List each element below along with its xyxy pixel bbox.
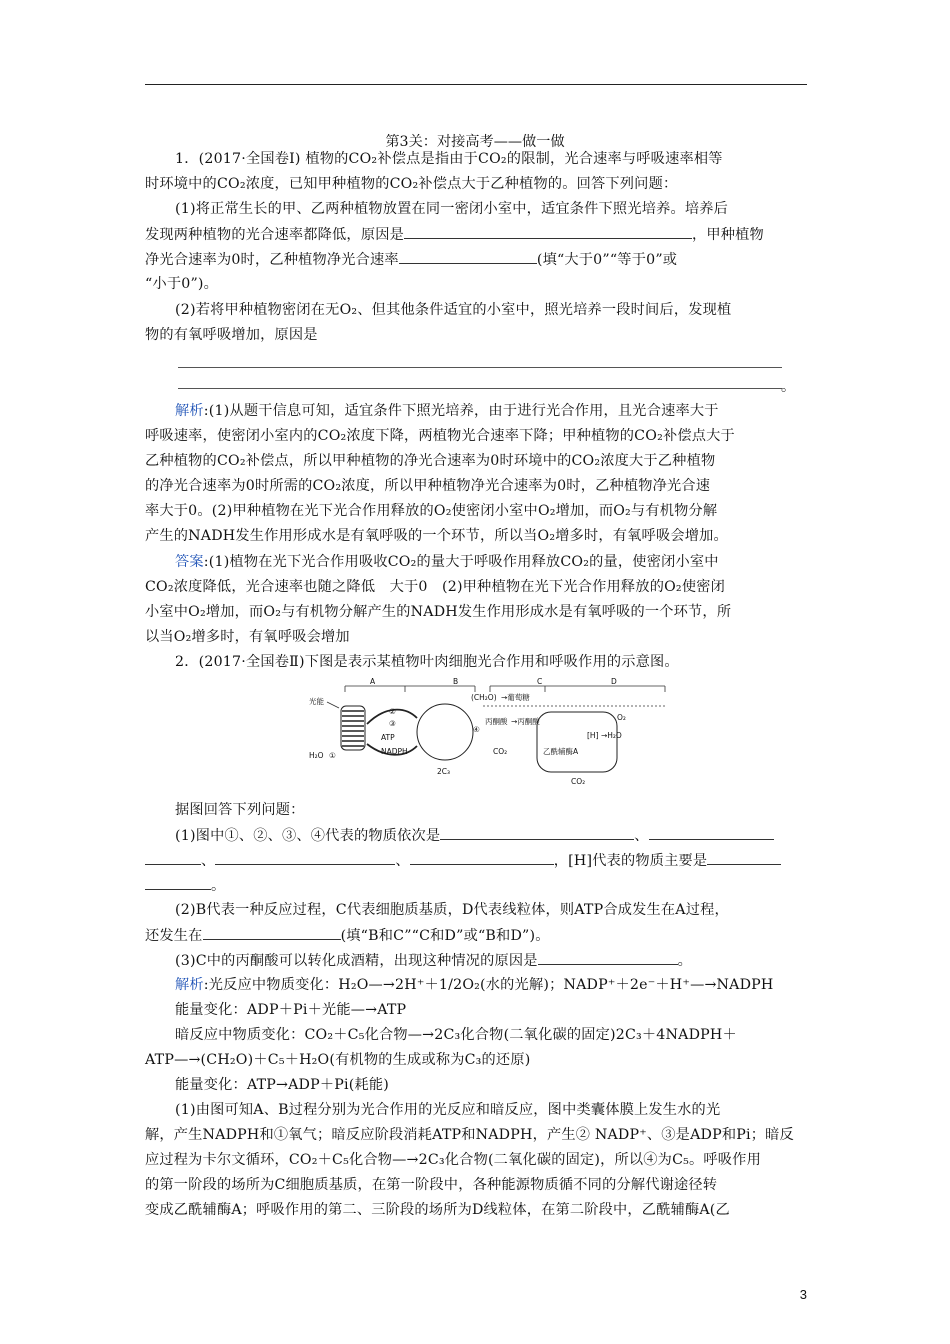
q1-analysis-line: 产生的NADH发生作用形成水是有氧呼吸的一个环节，所以当O₂增多时，有氧呼吸会增加。 — [145, 528, 728, 544]
co2-output: CO₂ — [571, 777, 586, 786]
analysis-label: 解析 — [175, 977, 204, 993]
q2-analysis-line: 能量变化：ADP＋Pi＋光能—→ATP — [175, 1002, 407, 1018]
answer-blank[interactable] — [707, 850, 781, 865]
section-title: 第3关：对接高考——做一做 — [385, 134, 565, 150]
answer-fill-line[interactable] — [178, 388, 782, 389]
q1-part1-line4: “小于0”)。 — [145, 276, 219, 292]
answer-fill-line[interactable] — [178, 367, 782, 368]
q2-analysis-line: 变成乙酰辅酶A；呼吸作用的第二、三阶段的场所为D线粒体，在第二阶段中，乙酰辅酶A(乙 — [145, 1202, 730, 1218]
q1-stem-cont: 时环境中的CO₂浓度，已知甲种植物的CO₂补偿点大于乙种植物的。回答下列问题： — [145, 176, 678, 192]
end-mark: 。 — [781, 379, 796, 395]
answer-blank[interactable] — [399, 249, 537, 264]
label-b: B — [453, 677, 459, 686]
q2-part2: (2)B代表一种反应过程，C代表细胞质基质，D代表线粒体，则ATP合成发生在A过程， — [175, 902, 729, 918]
q1-analysis-line: 乙种植物的CO₂补偿点，所以甲种植物的净光合速率为0时环境中的CO₂浓度大于乙种植物 — [145, 453, 716, 469]
answer-blank[interactable] — [440, 825, 634, 840]
label-c: C — [537, 677, 543, 686]
calvin-cycle — [417, 704, 473, 760]
h2o-label: H₂O — [309, 751, 324, 760]
light-label: 光能 — [309, 697, 324, 706]
light-arrow — [327, 702, 339, 708]
analysis-label: 解析 — [175, 403, 204, 419]
answer-blank[interactable] — [538, 950, 678, 965]
thylakoid-stack-icon — [341, 706, 365, 750]
q2-analysis-line: 能量变化：ATP→ADP＋Pi(耗能) — [175, 1077, 389, 1093]
circle-2: ② — [389, 707, 396, 716]
q2-part1-line3: 。 — [145, 875, 810, 896]
nadph-label: NADPH — [381, 747, 408, 756]
answer-blank[interactable] — [145, 875, 211, 890]
q2-analysis-line: 应过程为卡尔文循环，CO₂＋C₅化合物—→2C₃化合物(二氧化碳的固定)，所以④为C₅。呼吸作用 — [145, 1152, 761, 1168]
q1-stem: 1．(2017·全国卷Ⅰ) 植物的CO₂补偿点是指由于CO₂的限制，光合速率与呼吸速率相等 — [175, 151, 723, 167]
q2-analysis-line: ATP—→(CH₂O)＋C₅＋H₂O(有机物的生成或称为C₃的还原) — [145, 1052, 531, 1068]
o2-label: O₂ — [617, 713, 626, 722]
q1-analysis: 解析:(1)从题干信息可知，适宜条件下照光培养，由于进行光合作用，且光合速率大于 — [175, 403, 719, 419]
pyruvate2-label: →丙酮酸 — [511, 717, 540, 726]
q1-part2: (2)若将甲种植物密闭在无O₂、但其他条件适宜的小室中，照光培养一段时间后，发现植 — [175, 302, 732, 318]
answer-blank[interactable] — [145, 850, 201, 865]
h-label: [H] — [587, 731, 599, 740]
q1-analysis-line: 的净光合速率为0时所需的CO₂浓度，所以甲种植物净光合速率为0时，乙种植物净光合速 — [145, 478, 711, 494]
page-number: 3 — [799, 1287, 807, 1302]
photosynthesis-respiration-diagram — [305, 676, 670, 796]
q1-analysis-line: 率大于0。(2)甲种植物在光下光合作用释放的O₂使密闭小室中O₂增加，而O₂与有机物分解 — [145, 503, 718, 519]
circle-4: ④ — [473, 725, 480, 734]
q2-part1-line2: 、 、 ，[H]代表的物质主要是 — [145, 850, 810, 871]
q2-analysis: 解析:光反应中物质变化：H₂O—→2H⁺＋1/2O₂(水的光解)；NADP⁺＋2e⁻＋H⁺—→NADPH — [175, 977, 774, 993]
q1-part2-line2: 物的有氧呼吸增加，原因是 — [145, 327, 318, 343]
acetyl-coa-label: 乙酰辅酶A — [543, 747, 579, 756]
q2-stem: 2．(2017·全国卷Ⅱ)下图是表示某植物叶肉细胞光合作用和呼吸作用的示意图。 — [175, 654, 679, 670]
q1-answer-line: 小室中O₂增加，而O₂与有机物分解产生的NADH发生作用形成水是有氧呼吸的一个环节，所 — [145, 604, 732, 620]
q2-analysis-line: 暗反应中物质变化：CO₂＋C₅化合物—→2C₃化合物(二氧化碳的固定)2C₃＋4NADPH＋ — [175, 1027, 737, 1043]
co2-input: CO₂ — [493, 747, 508, 756]
answer-label: 答案 — [175, 554, 204, 570]
c3-label: 2C₃ — [437, 767, 451, 776]
label-d: D — [611, 677, 617, 686]
header-rule — [145, 84, 807, 85]
q2-part1: (1)图中①、②、③、④代表的物质依次是 、 — [175, 825, 810, 846]
label-a: A — [370, 677, 376, 686]
pyruvate-label: 丙酮酸 — [485, 717, 508, 726]
q2-part3: (3)C中的丙酮酸可以转化成酒精，出现这种情况的原因是 。 — [175, 950, 810, 971]
h2o-out-label: →H₂O — [601, 731, 622, 740]
q2-part2-line2: 还发生在 (填“B和C”“C和D”或“B和D”)。 — [145, 925, 810, 946]
q1-analysis-line: 呼吸速率，使密闭小室内的CO₂浓度下降，两植物光合速率下降；甲种植物的CO₂补偿点大于 — [145, 428, 735, 444]
circle-1: ① — [329, 751, 336, 760]
q2-analysis-line: 解，产生NADPH和①氧气；暗反应阶段消耗ATP和NADPH，产生② NADP⁺、③是ADP和Pi；暗反 — [145, 1127, 794, 1143]
q1-part1: (1)将正常生长的甲、乙两种植物放置在同一密闭小室中，适宜条件下照光培养。培养后 — [175, 201, 729, 217]
circle-3: ③ — [389, 719, 396, 728]
ch2o-label: (CH₂O) — [471, 693, 497, 702]
answer-blank[interactable] — [404, 224, 692, 239]
answer-blank[interactable] — [649, 825, 774, 840]
atp-label: ATP — [381, 733, 395, 742]
q1-answer-line: 以当O₂增多时，有氧呼吸会增加 — [145, 629, 350, 645]
glucose-label: →葡萄糖 — [501, 693, 530, 702]
q1-part1-line2: 发现两种植物的光合速率都降低，原因是 ，甲种植物 — [145, 224, 810, 245]
answer-blank[interactable] — [215, 850, 395, 865]
q2-prompt: 据图回答下列问题： — [175, 802, 305, 818]
mitochondrion — [537, 712, 617, 772]
q1-part1-line3: 净光合速率为0时，乙种植物净光合速率 (填“大于0”“等于0”或 — [145, 249, 810, 270]
answer-blank[interactable] — [410, 850, 554, 865]
q1-answer-line: CO₂浓度降低，光合速率也随之降低 大于0 (2)甲种植物在光下光合作用释放的O₂使密闭 — [145, 579, 725, 595]
q2-analysis-line: (1)由图可知A、B过程分别为光合作用的光反应和暗反应，图中类囊体膜上发生水的光 — [175, 1102, 721, 1118]
answer-blank[interactable] — [203, 925, 341, 940]
q2-analysis-line: 的第一阶段的场所为C细胞质基质，在第一阶段中，各种能源物质循不同的分解代谢途径转 — [145, 1177, 718, 1193]
q1-answer: 答案:(1)植物在光下光合作用吸收CO₂的量大于呼吸作用释放CO₂的量，使密闭小室中 — [175, 554, 719, 570]
